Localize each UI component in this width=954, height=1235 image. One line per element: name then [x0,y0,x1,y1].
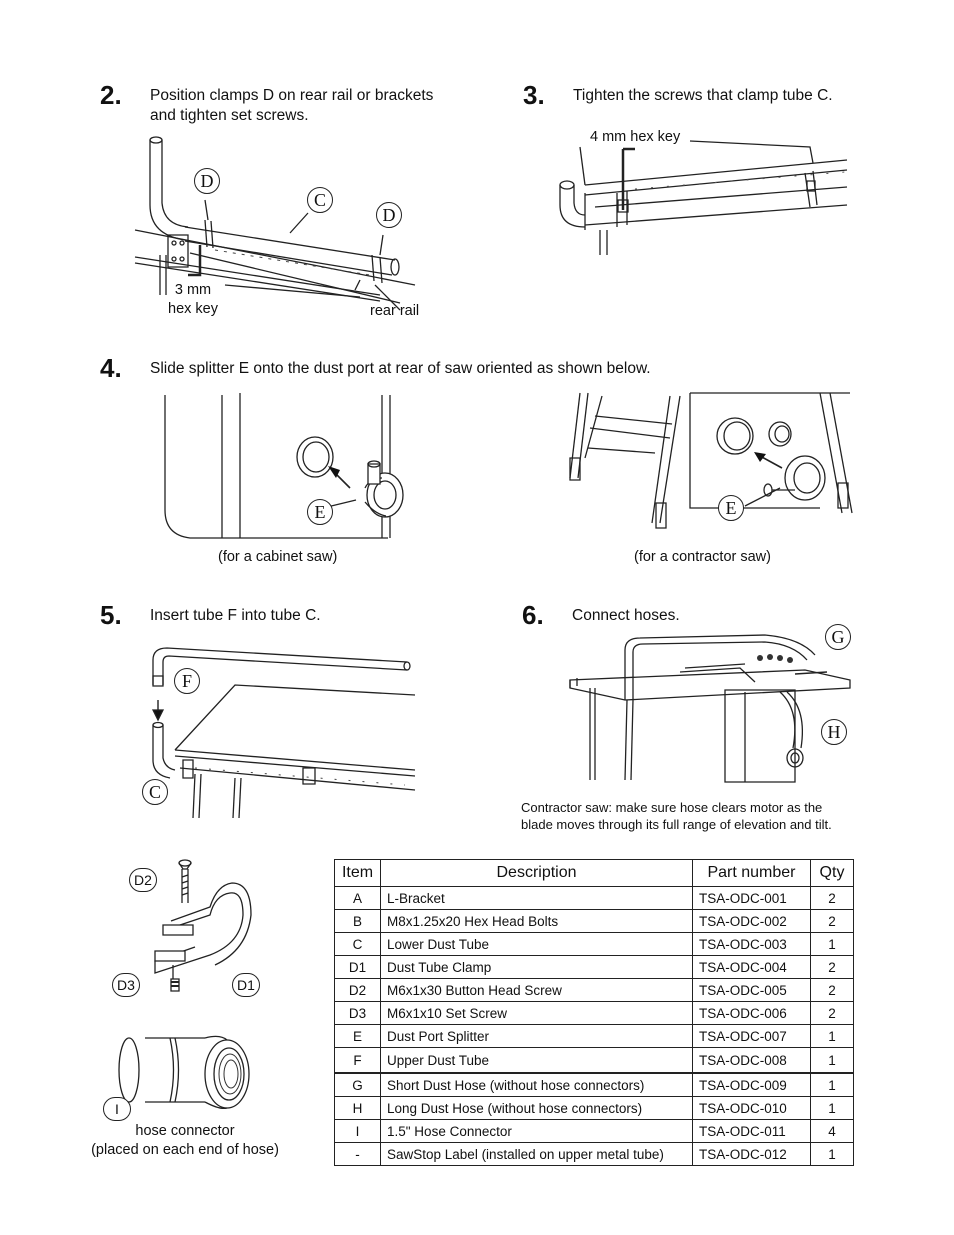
cell-item: F [335,1048,381,1074]
table-row [335,1048,854,1074]
cell-part-number: TSA-ODC-008 [693,1048,811,1074]
table-row [335,1025,854,1048]
cell-qty: 1 [811,1073,854,1097]
step-6-number: 6. [522,600,544,630]
callout-e-cabinet: E [307,499,333,525]
hex-key-4mm-label: 4 mm hex key [590,129,681,145]
cell-qty: 1 [811,933,854,956]
cell-description: Dust Port Splitter [381,1025,693,1048]
cell-qty: 1 [811,1025,854,1048]
cell-qty: 2 [811,887,854,910]
cell-part-number: TSA-ODC-003 [693,933,811,956]
cell-item: A [335,887,381,910]
cell-part-number: TSA-ODC-006 [693,1002,811,1025]
step-5-number: 5. [100,600,122,630]
cell-description: 1.5" Hose Connector [381,1120,693,1143]
step-2-text [150,86,433,126]
cell-description: M8x1.25x20 Hex Head Bolts [381,910,693,933]
cell-item: D3 [335,1002,381,1025]
table-row [335,1097,854,1120]
step-6-text: Connect hoses. [572,607,680,624]
step-6-illustration [565,630,855,800]
cell-qty: 1 [811,1143,854,1166]
table-row [335,1002,854,1025]
cell-description: M6x1x30 Button Head Screw [381,979,693,1002]
callout-e-contractor: E [718,495,744,521]
step-3-text: Tighten the screws that clamp tube C. [573,87,833,104]
callout-g: G [825,624,851,650]
table-row [335,933,854,956]
contractor-saw-caption: (for a contractor saw) [634,549,771,565]
table-row [335,979,854,1002]
cell-description: Lower Dust Tube [381,933,693,956]
cell-description: Dust Tube Clamp [381,956,693,979]
cell-qty: 4 [811,1120,854,1143]
step-5-illustration [135,640,415,820]
parts-table [334,859,854,1166]
hose-connector-caption-line1: hose connector [135,1123,235,1139]
cabinet-saw-illustration [160,390,410,550]
table-header-row [335,860,854,887]
header-description: Description [381,860,693,887]
hose-connector-caption-line2: (placed on each end of hose) [91,1142,279,1158]
cell-item: I [335,1120,381,1143]
step-2-text-line1: Position clamps D on rear rail or brackets [150,87,434,104]
step-3-illustration [555,135,855,260]
contractor-note-line2: blade moves through its full range of elevation and tilt. [521,817,832,832]
cell-qty: 2 [811,979,854,1002]
table-row [335,1073,854,1097]
header-qty: Qty [811,860,854,887]
table-row [335,910,854,933]
cell-part-number: TSA-ODC-011 [693,1120,811,1143]
callout-d3: D3 [112,973,140,997]
cell-part-number: TSA-ODC-002 [693,910,811,933]
rear-rail-label: rear rail [370,303,420,319]
cell-item: D1 [335,956,381,979]
callout-f: F [174,668,200,694]
cell-description: L-Bracket [381,887,693,910]
cell-part-number: TSA-ODC-007 [693,1025,811,1048]
hex-key-3mm-line2: hex key [168,301,218,317]
hex-key-3mm-line1: 3 mm [174,282,212,298]
cell-qty: 2 [811,910,854,933]
table-row [335,956,854,979]
header-item: Item [335,860,381,887]
cell-item: C [335,933,381,956]
table-row [335,1120,854,1143]
cell-description: Upper Dust Tube [381,1048,693,1074]
header-part-number: Part number [693,860,811,887]
callout-d-right: D [376,202,402,228]
callout-h: H [821,719,847,745]
table-row [335,1143,854,1166]
cell-item: B [335,910,381,933]
table-row [335,887,854,910]
cell-description: M6x1x10 Set Screw [381,1002,693,1025]
cabinet-saw-caption: (for a cabinet saw) [218,549,338,565]
step-5-text: Insert tube F into tube C. [150,607,321,624]
cell-item: D2 [335,979,381,1002]
hex-key-3mm-label [168,281,218,319]
hose-connector-illustration [115,1030,255,1120]
cell-qty: 1 [811,1097,854,1120]
callout-c-step5: C [142,779,168,805]
callout-i: I [103,1097,131,1121]
callout-d1: D1 [232,973,260,997]
cell-qty: 2 [811,956,854,979]
cell-description: SawStop Label (installed on upper metal tube) [381,1143,693,1166]
cell-part-number: TSA-ODC-001 [693,887,811,910]
cell-part-number: TSA-ODC-009 [693,1073,811,1097]
cell-item: G [335,1073,381,1097]
contractor-note [521,799,832,833]
cell-description: Long Dust Hose (without hose connectors) [381,1097,693,1120]
step-4-number: 4. [100,353,122,383]
cell-part-number: TSA-ODC-004 [693,956,811,979]
cell-item: E [335,1025,381,1048]
cell-part-number: TSA-ODC-005 [693,979,811,1002]
step-3-number: 3. [523,80,545,110]
cell-qty: 2 [811,1002,854,1025]
cell-item: - [335,1143,381,1166]
contractor-saw-illustration [560,388,860,538]
callout-c-step2: C [307,187,333,213]
contractor-note-line1: Contractor saw: make sure hose clears motor as the [521,800,823,815]
step-4-text: Slide splitter E onto the dust port at rear of saw oriented as shown below. [150,360,651,377]
cell-part-number: TSA-ODC-010 [693,1097,811,1120]
hose-connector-caption [84,1122,286,1160]
step-2-text-line2: and tighten set screws. [150,107,309,124]
callout-d2: D2 [129,868,157,892]
cell-description: Short Dust Hose (without hose connectors) [381,1073,693,1097]
step-2-number: 2. [100,80,122,110]
callout-d-left: D [194,168,220,194]
cell-part-number: TSA-ODC-012 [693,1143,811,1166]
cell-qty: 1 [811,1048,854,1074]
cell-item: H [335,1097,381,1120]
